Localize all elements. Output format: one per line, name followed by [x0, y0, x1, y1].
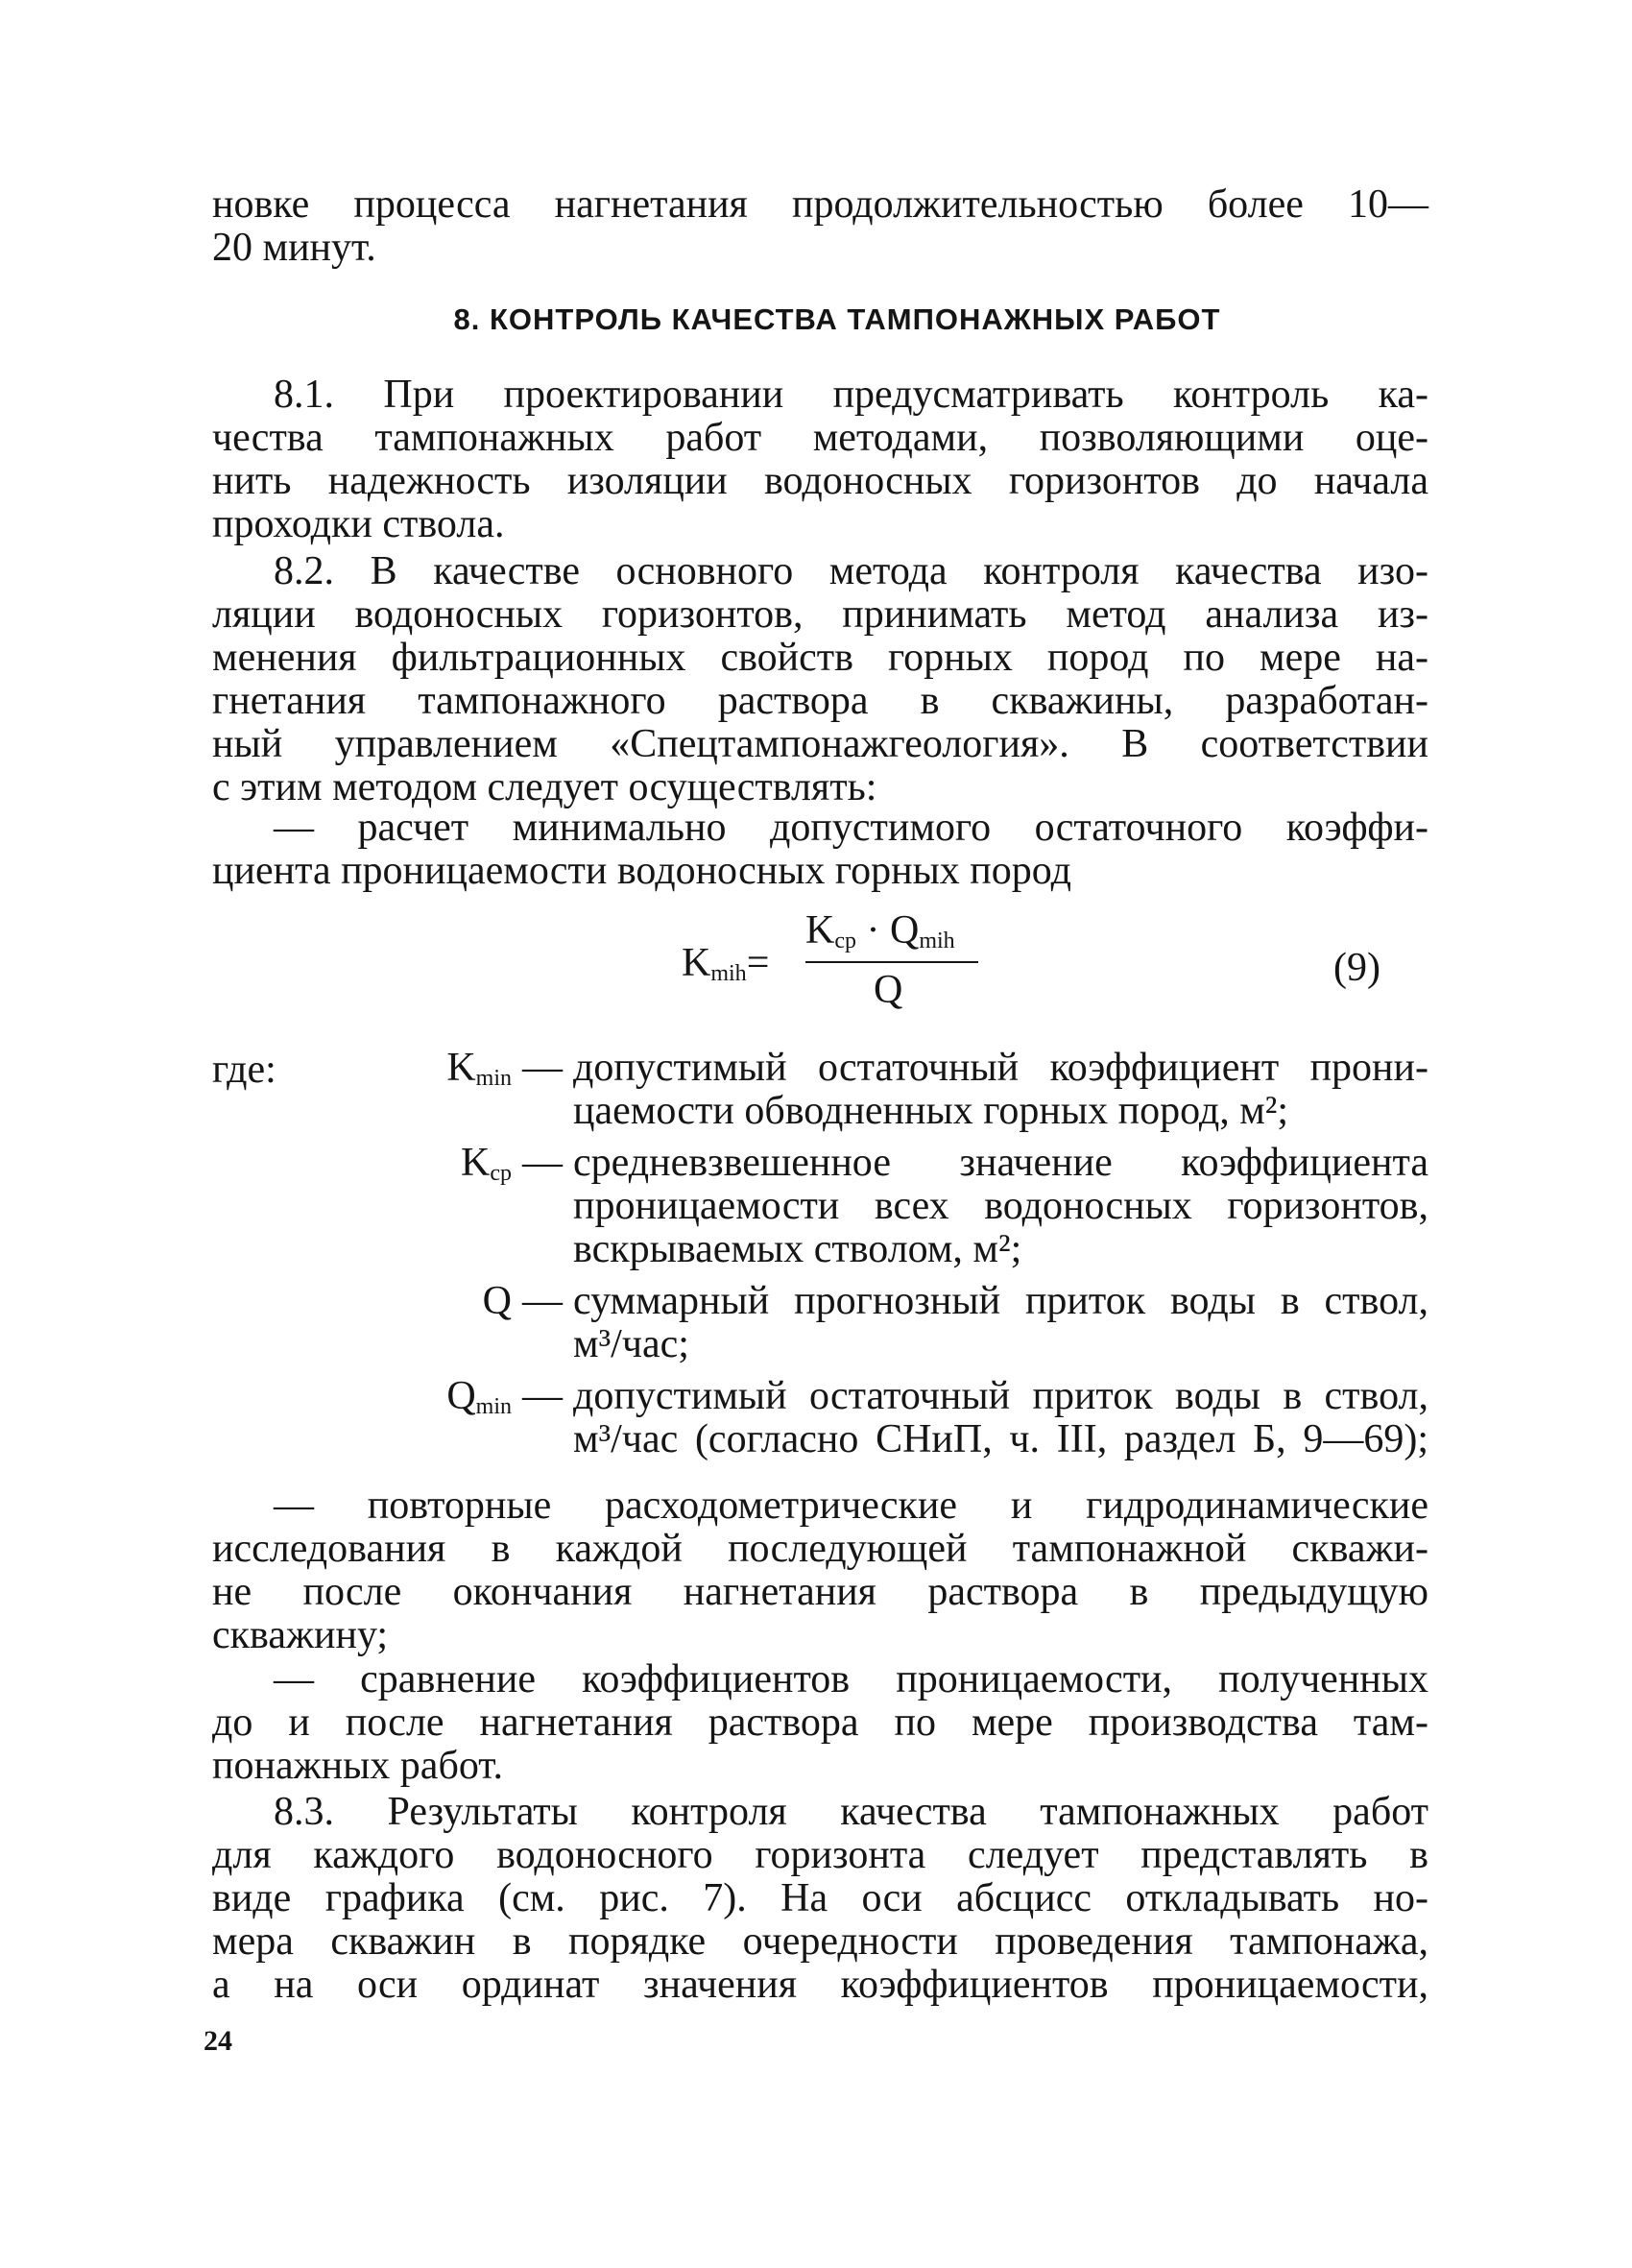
text-line: — повторные расходометрические и гидродинамические	[274, 1484, 1428, 1528]
symbol-subscript: min	[475, 1394, 512, 1419]
formula-number: (9)	[1333, 946, 1380, 990]
definition-text	[573, 1142, 1428, 1271]
text-line: нить надежность изоляции водоносных горизонтов до начала	[212, 459, 1428, 503]
definition-dash: —	[522, 1046, 563, 1090]
text-line: а на оси ординат значения коэффициентов проницаемости,	[212, 1963, 1428, 2007]
text-line: вскрываемых стволом, м²;	[573, 1227, 1022, 1271]
text-line: — сравнение коэффициентов проницаемости, полученных	[274, 1657, 1428, 1701]
formula-symbol: K	[682, 941, 711, 985]
text-line: понажных работ.	[212, 1744, 503, 1788]
text-line: менения фильтрационных свойств горных пород по мере на-	[212, 636, 1428, 680]
definition-symbol	[346, 1047, 512, 1100]
text-line: проницаемости всех водоносных горизонтов,	[573, 1184, 1428, 1228]
text-line: не после окончания нагнетания раствора в предыдущую	[212, 1570, 1428, 1614]
symbol-main: K	[461, 1141, 491, 1185]
text-line: исследования в каждой последующей тампонажной скважи-	[212, 1527, 1428, 1571]
text-line: чества тампонажных работ методами, позволяющими оце-	[212, 416, 1428, 460]
formula-subscript: mih	[919, 929, 955, 953]
text-line: 8.2. В качестве основного метода контроля качества изо-	[274, 549, 1428, 593]
formula-subscript: mih	[710, 961, 747, 986]
paragraph-8-1	[212, 374, 1428, 546]
text-line: для каждого водоносного горизонта следует представлять в	[212, 1833, 1428, 1877]
definition-text	[573, 1280, 1428, 1366]
symbol-subscript: min	[475, 1066, 512, 1091]
text-line: скважину;	[212, 1613, 389, 1657]
text-line: 8.1. При проектировании предусматривать контроль ка-	[274, 373, 1428, 417]
formula-dot: ·	[856, 908, 890, 953]
definition-text	[573, 1375, 1428, 1461]
text-line: мера скважин в порядке очередности проведения тампонажа,	[212, 1919, 1428, 1964]
text-line: новке процесса нагнетания продолжительностью более 10—	[212, 182, 1428, 227]
text-line: ляции водоносных горизонтов, принимать метод анализа из-	[212, 592, 1428, 637]
formula-denominator: Q	[874, 968, 903, 1012]
text-line: 20 минут.	[212, 226, 376, 270]
section-heading: 8. КОНТРОЛЬ КАЧЕСТВА ТАМПОНАЖНЫХ РАБОТ	[453, 302, 1221, 336]
formula-equals: =	[746, 941, 770, 985]
text-line: суммарный прогнозный приток воды в ствол,	[573, 1279, 1428, 1323]
page-number: 24	[204, 2025, 232, 2057]
text-line: до и после нагнетания раствора по мере производства там-	[212, 1701, 1428, 1745]
definition-kmin	[346, 1047, 1428, 1133]
definition-symbol	[346, 1142, 512, 1195]
formula-9	[672, 907, 1018, 1023]
formula-subscript: cp	[834, 929, 856, 953]
text-line: цаемости обводненных горных пород, м²;	[573, 1089, 1289, 1133]
definition-symbol	[346, 1280, 512, 1334]
bullet-comparison	[212, 1658, 1428, 1788]
where-label: где:	[212, 1048, 276, 1092]
paragraph-8-2	[212, 550, 1428, 809]
text-line: 8.3. Результаты контроля качества тампонажных работ	[274, 1790, 1428, 1834]
fraction-bar	[805, 961, 978, 963]
definition-kcp	[346, 1142, 1428, 1271]
text-line: допустимый остаточный коэффициент прони-	[573, 1046, 1428, 1090]
bullet-repeated-studies	[212, 1484, 1428, 1657]
symbol-subscript: cp	[490, 1161, 512, 1186]
definition-symbol	[346, 1375, 512, 1429]
definition-qmin	[346, 1375, 1428, 1461]
text-line: м³/час (согласно СНиП, ч. III, раздел Б, 9—69);	[573, 1417, 1428, 1461]
definition-dash: —	[522, 1279, 563, 1323]
symbol-main: Q	[482, 1279, 512, 1323]
definition-dash: —	[522, 1374, 563, 1418]
text-line: с этим методом следует осуществлять:	[212, 765, 877, 809]
symbol-main: K	[446, 1046, 476, 1090]
definition-dash: —	[522, 1141, 563, 1185]
formula-symbol: K	[805, 908, 835, 953]
paragraph-8-3	[212, 1791, 1428, 2007]
text-line: проходки ствола.	[212, 502, 505, 546]
definition-q	[346, 1280, 1428, 1366]
definition-text	[573, 1047, 1428, 1133]
text-line: средневзвешенное значение коэффициента	[573, 1141, 1428, 1185]
text-line: циента проницаемости водоносных горных пород	[212, 849, 1071, 893]
text-line: допустимый остаточный приток воды в ствол,	[573, 1374, 1428, 1418]
definitions-list	[346, 1047, 1428, 1470]
text-line: — расчет минимально допустимого остаточного коэффи-	[274, 806, 1428, 850]
formula-symbol: Q	[890, 908, 920, 953]
text-line: м³/час;	[573, 1322, 689, 1366]
text-line: виде графика (см. рис. 7). На оси абсцисс откладывать но-	[212, 1876, 1428, 1920]
formula-numerator	[805, 907, 955, 954]
formula-lhs	[682, 940, 769, 987]
text-line: ный управлением «Спецтампонажгеология». В соответствии	[212, 722, 1428, 766]
top-paragraph	[212, 183, 1428, 270]
bullet-calculation	[212, 807, 1428, 893]
symbol-main: Q	[446, 1374, 476, 1418]
text-line: гнетания тампонажного раствора в скважины, разработан-	[212, 679, 1428, 723]
